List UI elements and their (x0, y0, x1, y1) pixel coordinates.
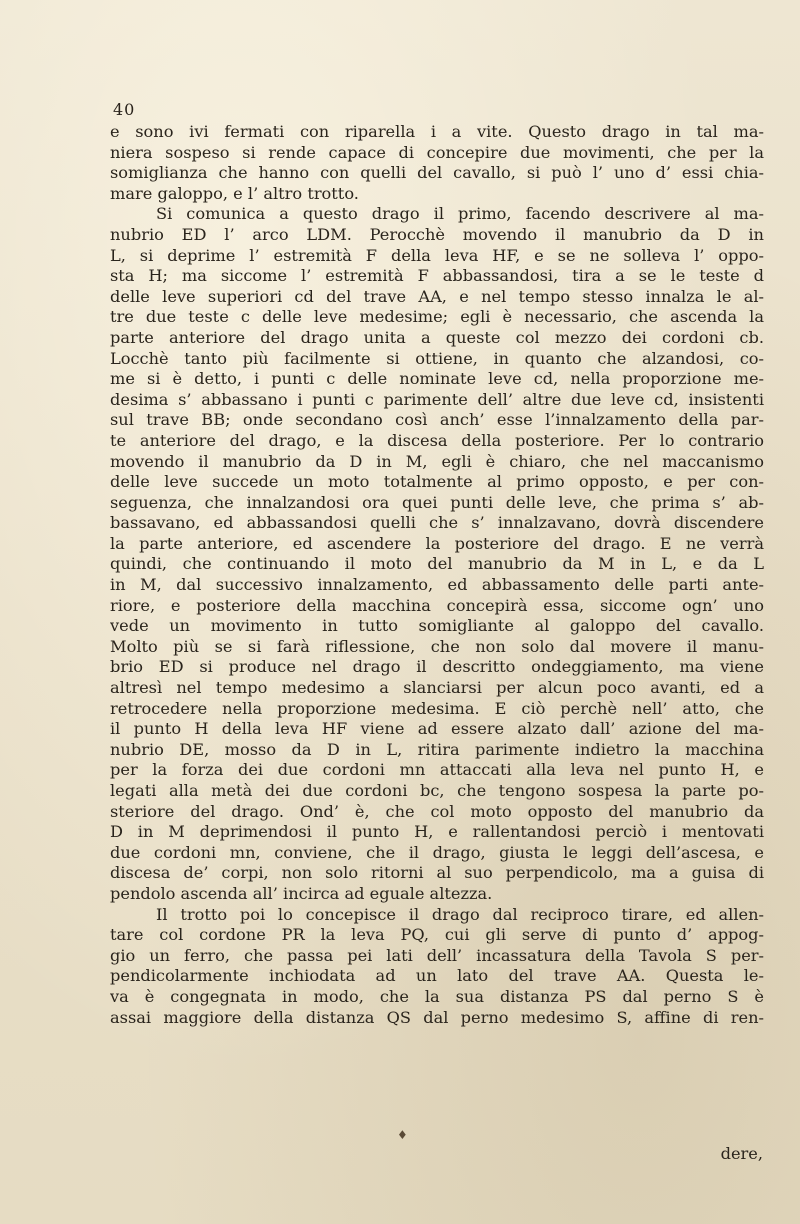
body-text (110, 122, 764, 1028)
text-line: due cordoni mn, conviene, che il drago, giusta le leggi dell’ascesa, e (110, 842, 764, 862)
text-line: tre due teste c delle leve medesime; egli è necessario, che ascenda la (110, 307, 764, 327)
text-line: steriore del drago. Ond’ è, che col moto opposto del manubrio da (110, 801, 764, 821)
text-line: tare col cordone PR la leva PQ, cui gli serve di punto d’ appog- (110, 925, 764, 945)
text-line: la parte anteriore, ed ascendere la posteriore del drago. E ne verrà (110, 533, 764, 553)
text-line: assai maggiore della distanza QS dal perno medesimo S, affine di ren- (110, 1007, 764, 1027)
text-line: L, si deprime l’ estremità F della leva HF, e se ne solleva l’ oppo- (110, 245, 764, 265)
text-line: per la forza dei due cordoni mn attaccati alla leva nel punto H, e (110, 760, 764, 780)
printer-ornament-icon: ♦ (397, 1128, 408, 1142)
text-line: desima s’ abbassano i punti c parimente dell’ altre due leve cd, insistenti (110, 389, 764, 409)
text-line: seguenza, che innalzandosi ora quei punti delle leve, che prima s’ ab- (110, 492, 764, 512)
text-line: me si è detto, i punti c delle nominate leve cd, nella proporzione me- (110, 369, 764, 389)
text-line: D in M deprimendosi il punto H, e rallentandosi perciò i mentovati (110, 822, 764, 842)
text-line: delle leve superiori cd del trave AA, e nel tempo stesso innalza le al- (110, 286, 764, 306)
text-line: delle leve succede un moto totalmente al primo opposto, e per con- (110, 472, 764, 492)
text-line: retrocedere nella proporzione medesima. E ciò perchè nell’ atto, che (110, 698, 764, 718)
text-line: sta H; ma siccome l’ estremità F abbassandosi, tira a se le teste d (110, 266, 764, 286)
text-line: bassavano, ed abbassandosi quelli che s’ innalzavano, dovrà discendere (110, 513, 764, 533)
text-line: Locchè tanto più facilmente si ottiene, in quanto che alzandosi, co- (110, 348, 764, 368)
text-line: va è congegnata in modo, che la sua distanza PS dal perno S è (110, 986, 764, 1006)
text-line: legati alla metà dei due cordoni bc, che tengono sospesa la parte po- (110, 781, 764, 800)
text-line: sul trave BB; onde secondano così anch’ esse l’innalzamento della par- (110, 410, 764, 430)
text-line: riore, e posteriore della macchina concepirà essa, siccome ogn’ uno (110, 595, 764, 615)
text-line: niera sospeso si rende capace di concepire due movimenti, che per la (110, 142, 764, 162)
catchword: dere, (720, 1144, 763, 1163)
text-line: quindi, che continuando il moto del manubrio da M in L, e da L (110, 554, 764, 574)
text-line: nubrio DE, mosso da D in L, ritira parimente indietro la macchina (110, 739, 764, 759)
text-line: in M, dal successivo innalzamento, ed abbassamento delle parti ante- (110, 575, 764, 595)
text-line: altresì nel tempo medesimo a slanciarsi per alcun poco avanti, ed a (110, 678, 764, 698)
text-line: e sono ivi fermati con riparella i a vite. Questo drago in tal ma- (110, 122, 764, 141)
text-line: movendo il manubrio da D in M, egli è chiaro, che nel maccanismo (110, 451, 764, 471)
text-line: il punto H della leva HF viene ad essere alzato dall’ azione del ma- (110, 719, 764, 739)
text-line: vede un movimento in tutto somigliante al galoppo del cavallo. (110, 616, 764, 636)
text-line: te anteriore del drago, e la discesa della posteriore. Per lo contrario (110, 430, 764, 450)
text-line: discesa de’ corpi, non solo ritorni al suo perpendicolo, ma a guisa di (110, 863, 764, 883)
text-line: nubrio ED l’ arco LDM. Perocchè movendo il manubrio da D in (110, 224, 764, 244)
text-line: gio un ferro, che passa pei lati dell’ incassatura della Tavola S per- (110, 945, 764, 965)
text-line: somiglianza che hanno con quelli del cavallo, si può l’ uno d’ essi chia- (110, 163, 764, 183)
text-line: brio ED si produce nel drago il descritto ondeggiamento, ma viene (110, 657, 764, 677)
text-line: parte anteriore del drago unita a queste col mezzo dei cordoni cb. (110, 327, 764, 347)
text-line: Molto più se si farà riflessione, che non solo dal movere il manu- (110, 636, 764, 656)
text-line: Si comunica a questo drago il primo, facendo descrivere al ma- (156, 204, 764, 224)
text-line: mare galoppo, e l’ altro trotto. (110, 183, 359, 203)
page-number: 40 (113, 100, 136, 119)
text-line: pendicolarmente inchiodata ad un lato del trave AA. Questa le- (110, 966, 764, 986)
text-line: pendolo ascenda all’ incirca ad eguale altezza. (110, 883, 493, 903)
text-line: Il trotto poi lo concepisce il drago dal reciproco tirare, ed allen- (156, 904, 764, 924)
